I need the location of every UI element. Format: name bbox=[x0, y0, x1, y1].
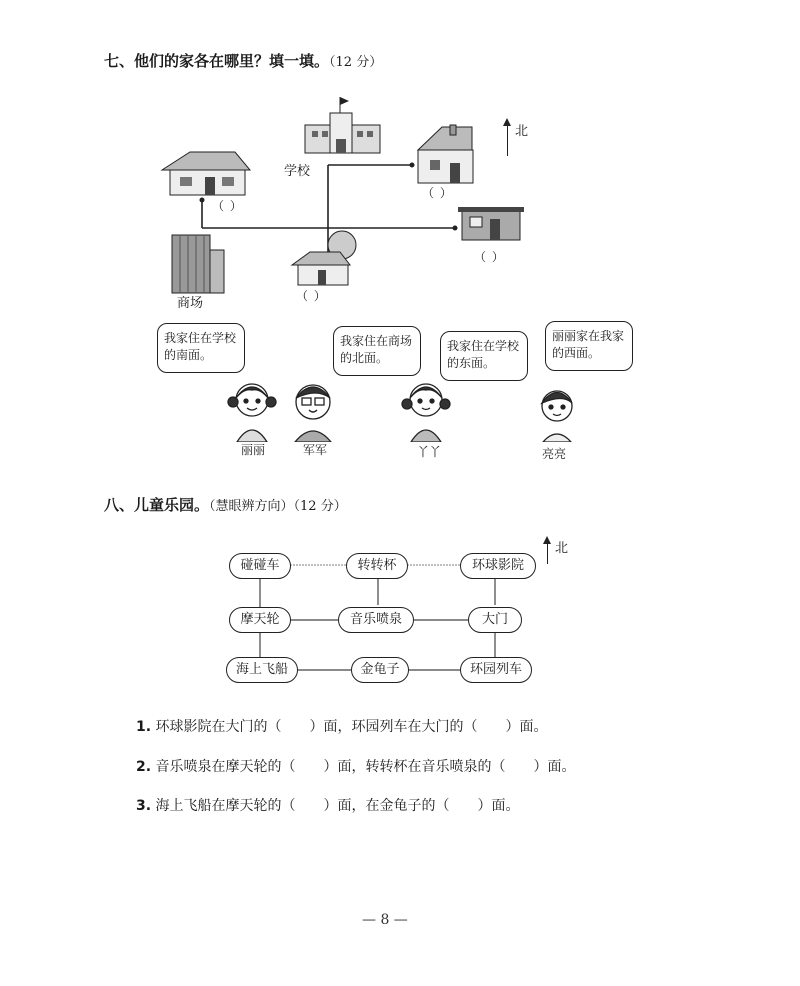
north-arrow-park-head-icon bbox=[543, 536, 551, 544]
question-3-part-c: ）面。 bbox=[477, 798, 520, 814]
question-1 bbox=[136, 716, 548, 736]
node-fountain: 音乐喷泉 bbox=[338, 607, 414, 633]
section7-score: （12 分） bbox=[329, 55, 383, 70]
west-house-icon bbox=[162, 152, 250, 195]
section8-title: 八、儿童乐园。 bbox=[104, 496, 210, 514]
question-1-part-a: 环球影院在大门的（ bbox=[155, 719, 282, 735]
speech-bubble-junjun: 我家住在商场的北面。 bbox=[333, 326, 421, 376]
boy-liangliang-icon bbox=[542, 391, 572, 442]
page-number: — 8 — bbox=[362, 912, 408, 928]
girl-yaya-icon bbox=[402, 384, 450, 442]
section7-title: 七、他们的家各在哪里？填一填。 bbox=[104, 52, 330, 70]
south-house-icon bbox=[292, 231, 356, 285]
kid-name-liangliang: 亮亮 bbox=[542, 447, 567, 461]
node-teacups: 转转杯 bbox=[346, 553, 408, 579]
east-house-icon bbox=[418, 125, 473, 183]
question-2-part-a: 音乐喷泉在摩天轮的（ bbox=[155, 759, 296, 775]
node-bumper-car: 碰碰车 bbox=[229, 553, 291, 579]
school-building-icon bbox=[305, 97, 380, 153]
node-ferris-wheel: 摩天轮 bbox=[229, 607, 291, 633]
speech-bubble-lili: 我家住在学校的南面。 bbox=[157, 323, 245, 373]
kid-name-yaya: 丫丫 bbox=[417, 445, 442, 459]
kid-name-lili: 丽丽 bbox=[241, 443, 266, 457]
node-gate: 大门 bbox=[468, 607, 522, 633]
children-illustration bbox=[225, 370, 625, 442]
boy-junjun-icon bbox=[295, 385, 331, 442]
section7-heading bbox=[104, 50, 382, 71]
southeast-house-icon bbox=[458, 207, 524, 240]
north-label-park: 北 bbox=[555, 541, 569, 556]
speech-bubble-yaya: 我家住在学校的东面。 bbox=[440, 331, 528, 381]
question-1-number: 1. bbox=[136, 719, 152, 735]
southeast-house-blank[interactable]: （ ） bbox=[474, 250, 505, 264]
north-arrow-head-icon bbox=[503, 118, 511, 126]
node-cinema: 环球影院 bbox=[460, 553, 536, 579]
kid-name-junjun: 军军 bbox=[303, 443, 328, 457]
node-pirate-ship: 海上飞船 bbox=[226, 657, 298, 683]
question-3-part-b: ）面，在金龟子的（ bbox=[323, 798, 450, 814]
section8-subtitle: （慧眼辨方向）（12 分） bbox=[209, 499, 347, 514]
question-2-part-b: ）面，转转杯在音乐喷泉的（ bbox=[323, 759, 506, 775]
west-house-blank[interactable]: （ ） bbox=[212, 199, 243, 213]
question-3-number: 3. bbox=[136, 798, 152, 814]
question-3 bbox=[136, 795, 520, 815]
question-2-number: 2. bbox=[136, 759, 152, 775]
school-label: 学校 bbox=[284, 164, 311, 179]
north-label-map: 北 bbox=[515, 124, 529, 139]
section8-heading bbox=[104, 494, 347, 515]
node-train: 环园列车 bbox=[460, 657, 532, 683]
question-3-part-a: 海上飞船在摩天轮的（ bbox=[155, 798, 296, 814]
south-house-blank[interactable]: （ ） bbox=[296, 289, 327, 303]
node-turtle: 金龟子 bbox=[351, 657, 409, 683]
east-house-blank[interactable]: （ ） bbox=[422, 186, 453, 200]
speech-bubble-liangliang: 丽丽家在我家的西面。 bbox=[545, 321, 633, 371]
girl-lili-icon bbox=[228, 384, 276, 442]
question-2 bbox=[136, 756, 576, 776]
mall-label: 商场 bbox=[177, 296, 204, 311]
question-1-part-b: ）面，环园列车在大门的（ bbox=[309, 719, 478, 735]
mall-building-icon bbox=[172, 235, 224, 293]
question-2-part-c: ）面。 bbox=[533, 759, 576, 775]
question-1-part-c: ）面。 bbox=[505, 719, 548, 735]
